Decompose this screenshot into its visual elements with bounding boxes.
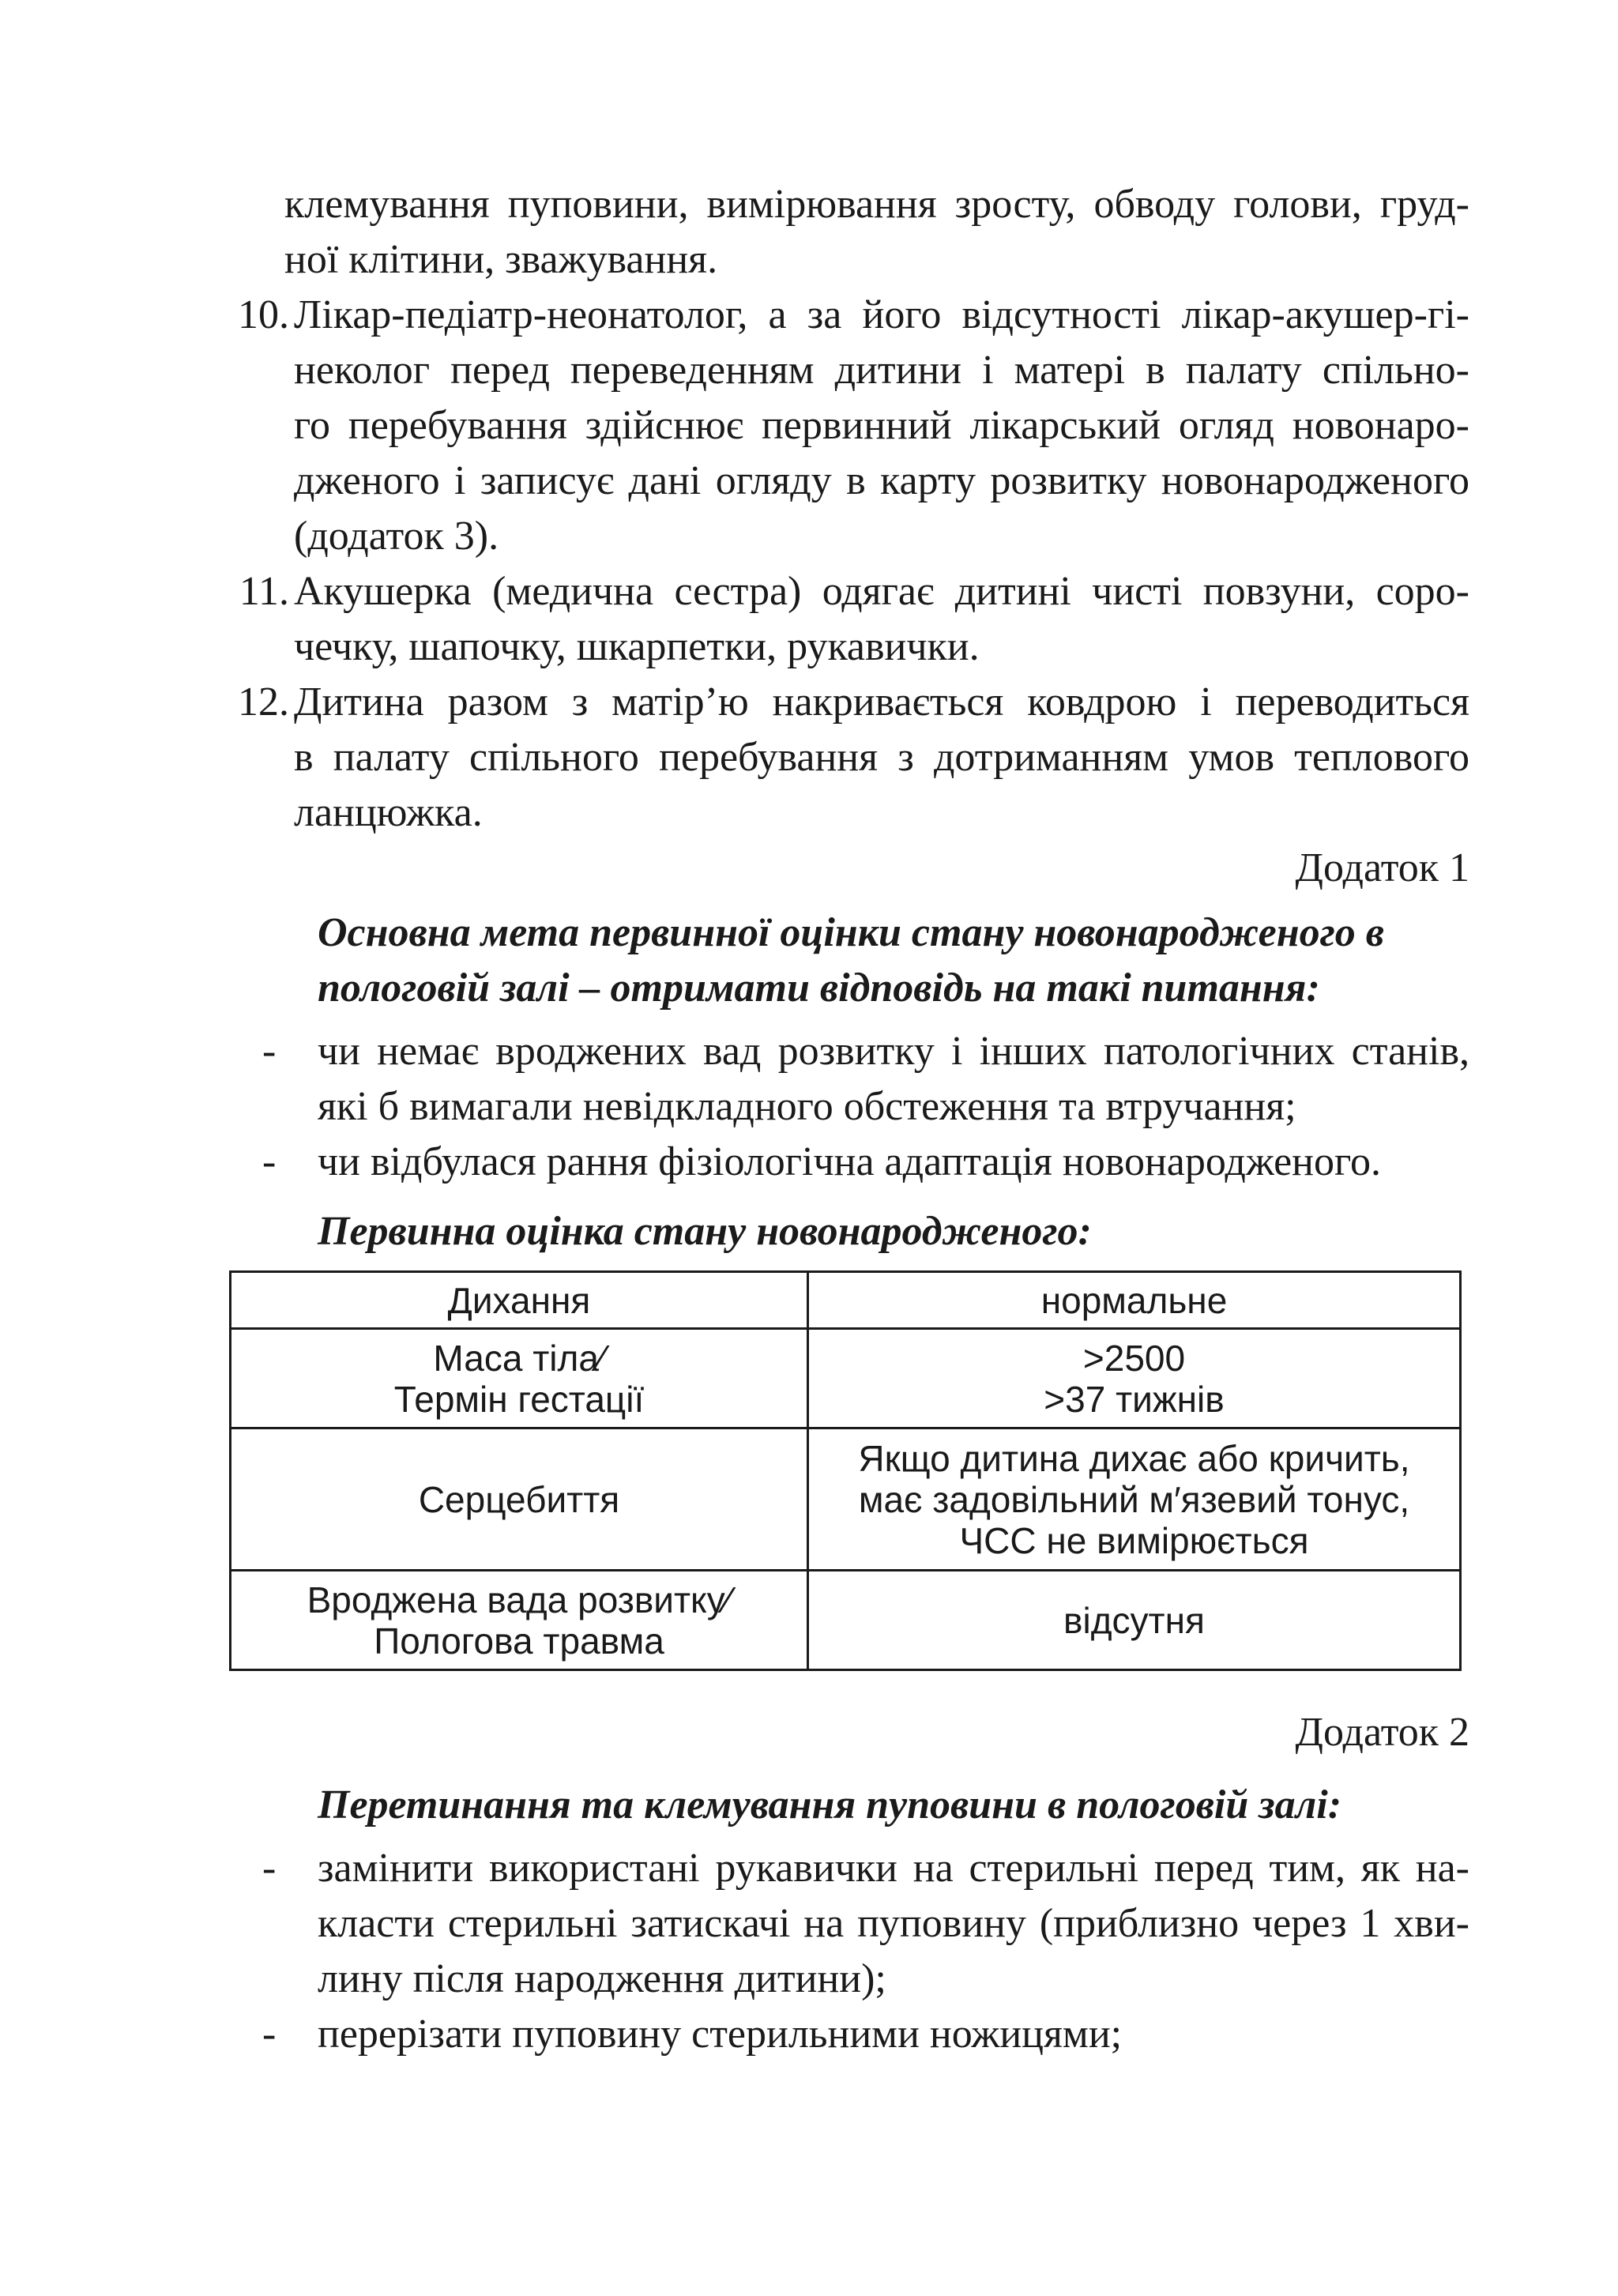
appendix-label: Додаток 2 [1295,1710,1469,1755]
bullet-marker: - [262,2012,277,2057]
item-line: чечку, шапочку, шкарпетки, рукавички. [294,624,980,669]
cell-text: має задовільний м′язевий тонус, [858,1478,1410,1520]
table-cell [231,1329,808,1428]
bullet-marker: - [262,1029,277,1074]
item-line: в палату спільного перебування з дотриманням умов теплового [294,735,1469,780]
cell-text: Пологова травма [374,1620,664,1662]
cell-text: ЧСС не вимірюється [959,1519,1309,1561]
item-line: Акушерка (медична сестра) одягає дитині чисті повзуни, соро- [294,569,1469,614]
cell-text: відсутня [1063,1599,1205,1641]
item-line: ланцюжка. [294,790,483,835]
table-cell [808,1428,1461,1571]
cell-text: >2500 [1082,1337,1186,1379]
section-heading: Перетинання та клемування пуповини в пологовій залі: [318,1782,1342,1827]
table-cell [231,1272,808,1329]
cell-text: Дихання [447,1279,591,1321]
table-cell [231,1571,808,1670]
item-line: неколог перед переведенням дитини і матері в палату спільно- [294,348,1469,393]
item-line: дженого і записує дані огляду в карту розвитку новонародженого [294,458,1469,503]
section-heading: пологовій залі – отримати відповідь на такі питання: [318,965,1320,1011]
table-heading: Первинна оцінка стану новонародженого: [318,1209,1092,1254]
item-line: (додаток 3). [294,514,499,559]
bullet-line: чи відбулася рання фізіологічна адаптація новонародженого. [318,1139,1382,1184]
cell-text: нормальне [1040,1279,1228,1321]
item-line: го перебування здійснює первинний лікарський огляд новонаро- [294,403,1469,448]
item-line: Лікар-педіатр-неонатолог, а за його відсутності лікар-акушер-гі- [294,292,1469,337]
item-number: 12. [238,679,289,725]
table-row [231,1571,1461,1670]
cell-text: Термін гестації [393,1378,645,1420]
continuation-line: ної клітини, зважування. [284,237,718,282]
table-row [231,1428,1461,1571]
bullet-line: лину після народження дитини); [318,1956,886,2001]
bullet-line: замінити використані рукавички на стерильні перед тим, як на- [318,1846,1469,1891]
item-number: 11. [239,569,289,614]
cell-text: Якщо дитина дихає або кричить, [858,1437,1410,1479]
item-number: 10. [238,292,289,337]
appendix-label: Додаток 1 [1295,845,1469,890]
table-cell [808,1272,1461,1329]
bullet-line: які б вимагали невідкладного обстеження та втручання; [318,1084,1296,1129]
cell-text: Маса тіла⁄ [433,1337,605,1379]
section-heading: Основна мета первинної оцінки стану новонародженого в [318,910,1384,955]
cell-text: >37 тижнів [1044,1378,1225,1420]
cell-text: Вроджена вада розвитку⁄ [307,1579,732,1620]
table-cell [808,1571,1461,1670]
bullet-marker: - [262,1846,277,1891]
item-line: Дитина разом з матір’ю накривається ковдрою і переводиться [294,679,1469,725]
bullet-marker: - [262,1139,277,1184]
bullet-line: перерізати пуповину стерильними ножицями; [318,2012,1123,2057]
assessment-table [229,1270,1462,1671]
cell-text: Серцебиття [418,1478,620,1520]
table-cell [231,1428,808,1571]
table-row [231,1329,1461,1428]
bullet-line: чи немає вроджених вад розвитку і інших патологічних станів, [318,1029,1469,1074]
table-cell [808,1329,1461,1428]
bullet-line: класти стерильні затискачі на пуповину (приблизно через 1 хви- [318,1901,1469,1946]
continuation-line: клемування пуповини, вимірювання зросту, обводу голови, груд- [284,182,1469,227]
table-row [231,1272,1461,1329]
